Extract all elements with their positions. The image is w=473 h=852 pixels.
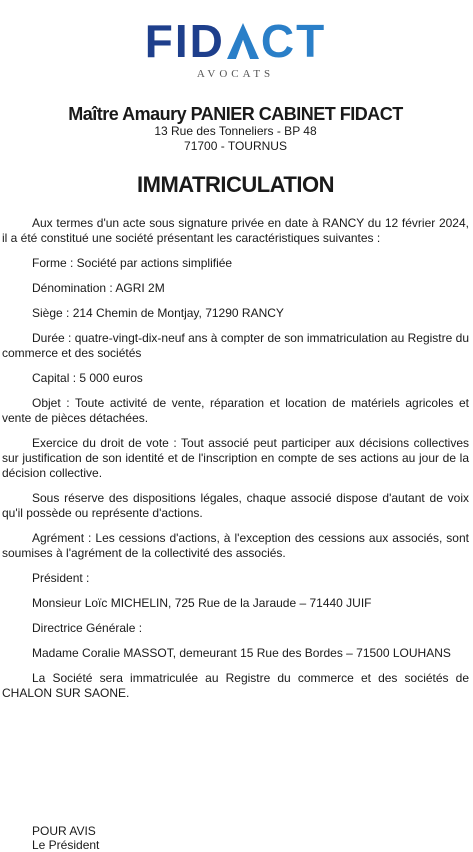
address-line-2: 71700 - TOURNUS (184, 139, 287, 153)
paragraph-siege: Siège : 214 Chemin de Montjay, 71290 RANCY (32, 306, 284, 320)
paragraph-president-label: Président : (32, 571, 90, 585)
fidact-logo (2, 0, 469, 80)
logo-subtitle: AVOCATS (196, 68, 275, 80)
paragraph-duree: Durée : quatre-vingt-dix-neuf ans à compter de son immatriculation au Registre du commerce et des sociétés (2, 331, 469, 360)
paragraph-president-name: Monsieur Loïc MICHELIN, 725 Rue de la Jaraude – 71440 JUIF (32, 596, 372, 610)
logo-text-part1: FID (144, 15, 225, 67)
cabinet-header (2, 104, 469, 154)
signature-pour-avis: POUR AVIS (32, 824, 96, 838)
signature-block (32, 824, 99, 852)
paragraph-intro: Aux termes d'un acte sous signature privée en date à RANCY du 12 février 2024, il a été constitué une société présentant les caractéristiques suivantes : (2, 216, 469, 245)
paragraph-dg-name: Madame Coralie MASSOT, demeurant 15 Rue des Bordes – 71500 LOUHANS (32, 646, 451, 660)
paragraph-denomination: Dénomination : AGRI 2M (32, 281, 165, 295)
paragraph-dg-label: Directrice Générale : (32, 621, 143, 635)
paragraph-forme: Forme : Société par actions simplifiée (32, 256, 233, 270)
address-line-1: 13 Rue des Tonneliers - BP 48 (154, 124, 317, 138)
paragraph-immatriculation: La Société sera immatriculée au Registre du commerce et des sociétés de CHALON SUR SAONE. (2, 671, 469, 700)
notice-title: IMMATRICULATION (137, 172, 334, 197)
logo-text-part2: CT (260, 15, 327, 67)
cabinet-title: Maître Amaury PANIER CABINET FIDACT (68, 104, 403, 124)
paragraph-capital: Capital : 5 000 euros (32, 371, 143, 385)
logo-a-mark-icon (226, 22, 260, 60)
paragraph-droit-de-vote: Exercice du droit de vote : Tout associé peut participer aux décisions collectives sur justification de son identité et de l'inscription en compte de ses actions au jour de la décision collective. (2, 436, 469, 480)
logo-wordmark (144, 15, 327, 67)
paragraph-objet: Objet : Toute activité de vente, réparation et location de matériels agricoles et vente de pièces détachées. (2, 396, 469, 425)
signature-role: Le Président (32, 838, 100, 852)
paragraph-agrement: Agrément : Les cessions d'actions, à l'exception des cessions aux associés, sont soumises à l'agrément de la collectivité des associés. (2, 531, 469, 560)
notice-body (2, 216, 469, 701)
paragraph-voix: Sous réserve des dispositions légales, chaque associé dispose d'autant de voix qu'il possède ou représente d'actions. (2, 491, 469, 520)
